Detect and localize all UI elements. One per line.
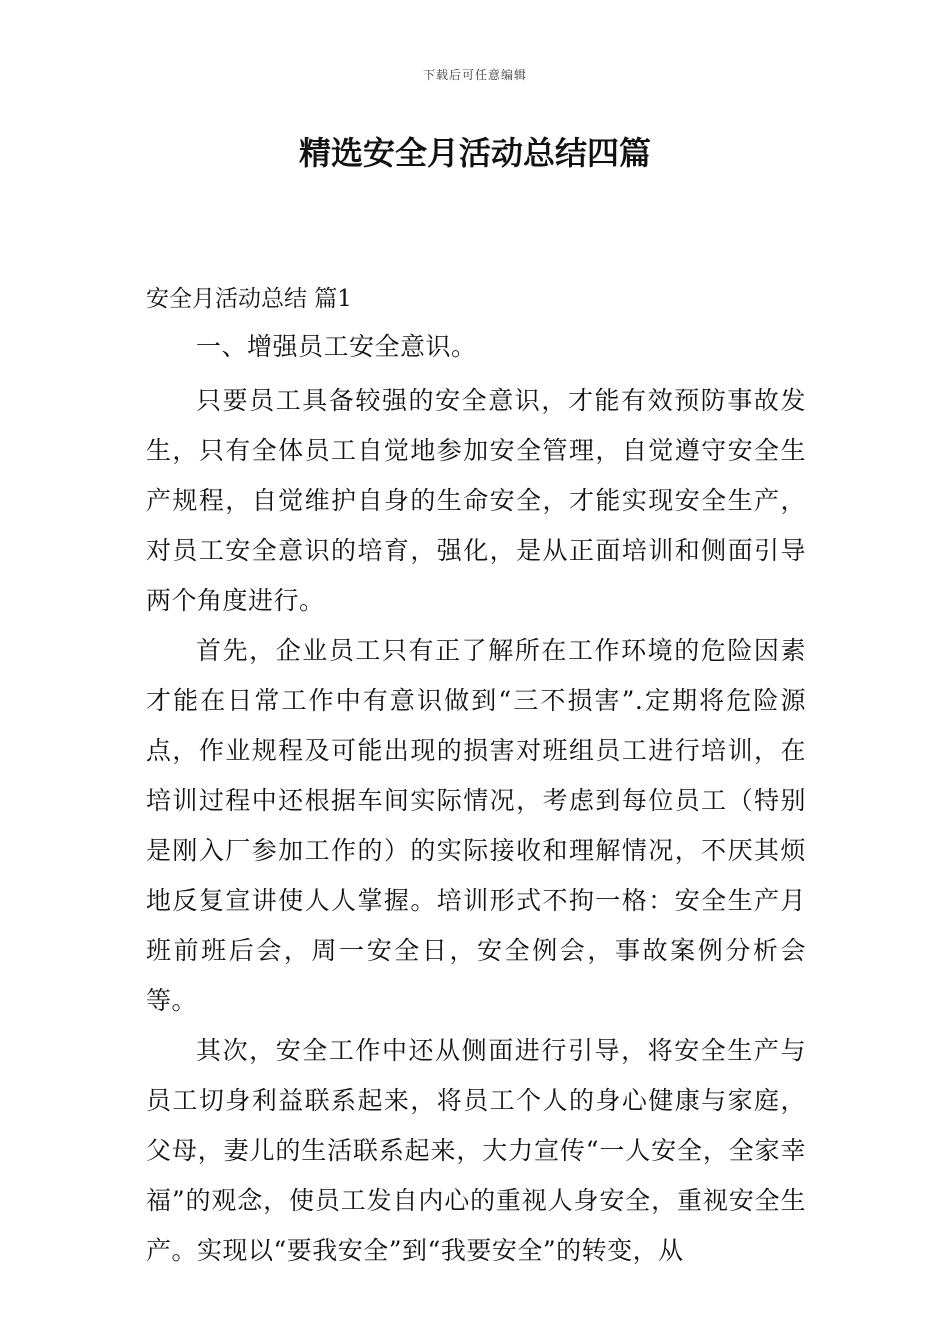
paragraph: 首先，企业员工只有正了解所在工作环境的危险因素才能在日常工作中有意识做到“三不损害”.定期将危险源点，作业规程及可能出现的损害对班组员工进行培训，在培训过程中还根据车间实际情况，考虑到每位员工（特别是刚入厂参加工作的）的实际接收和理解情况，不厌其烦地反复宣讲使人人掌握。培训形式不拘一格：安全生产月班前班后会，周一安全日，安全例会，事故案例分析会等。: [146, 636, 806, 1015]
paragraph: 只要员工具备较强的安全意识，才能有效预防事故发生，只有全体员工自觉地参加安全管理，自觉遵守安全生产规程，自觉维护自身的生命安全，才能实现安全生产，对员工安全意识的培育，强化，是从正面培训和侧面引导两个角度进行。: [146, 386, 806, 615]
document-title: 精选安全月活动总结四篇: [298, 134, 651, 172]
section-title: 安全月活动总结 篇1: [146, 286, 352, 312]
header-note: 下载后可任意编辑: [422, 68, 527, 82]
document-body: [146, 280, 806, 1276]
paragraph-subheading: 一、增强员工安全意识。: [196, 332, 477, 361]
paragraph: 其次，安全工作中还从侧面进行引导，将安全生产与员工切身利益联系起来，将员工个人的身心健康与家庭，父母，妻儿的生活联系起来，大力宣传“一人安全，全家幸福”的观念，使员工发自内心的重视人身安全，重视安全生产。实现以“要我安全”到“我要安全”的转变，从: [146, 1036, 806, 1265]
